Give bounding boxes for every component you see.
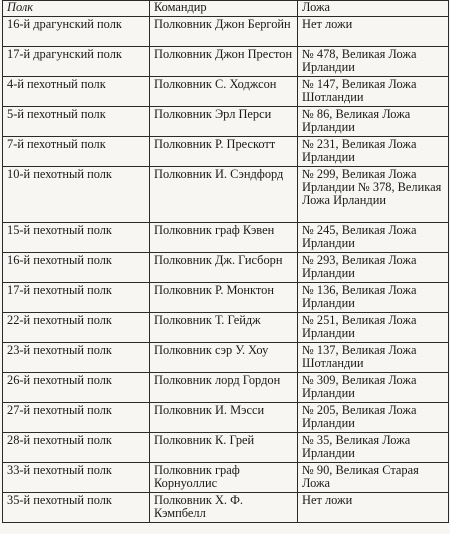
table-row [3,77,449,107]
cell-regiment: 27-й пехотный полк [3,403,150,433]
cell-regiment: 7-й пехотный полк [3,137,150,167]
table-row [3,167,449,223]
cell-regiment: 22-й пехотный полк [3,313,150,343]
cell-commander: Полковник сэр У. Хоу [150,343,298,373]
cell-regiment: 16-й драгунский полк [3,17,150,47]
table-row [3,313,449,343]
cell-commander: Полковник граф Кэвен [150,223,298,253]
cell-lodge: № 251, Великая Ложа Ирландии [298,313,449,343]
cell-regiment: 5-й пехотный полк [3,107,150,137]
cell-commander: Полковник И. Мэсси [150,403,298,433]
cell-lodge: Нет ложи [298,17,449,47]
cell-regiment: 16-й пехотный полк [3,253,150,283]
cell-commander: Полковник граф Корнуоллис [150,463,298,493]
header-row [3,1,449,17]
table-row [3,493,449,523]
cell-commander: Полковник С. Ходжсон [150,77,298,107]
table-row [3,433,449,463]
cell-lodge: № 231, Великая Ложа Ирландии [298,137,449,167]
header-commander: Командир [150,1,298,17]
cell-commander: Полковник Дж. Гисборн [150,253,298,283]
cell-commander: Полковник Эрл Перси [150,107,298,137]
cell-lodge: № 309, Великая Ложа Ирландии [298,373,449,403]
cell-regiment: 35-й пехотный полк [3,493,150,523]
cell-commander: Полковник Т. Гейдж [150,313,298,343]
table-row [3,223,449,253]
cell-commander: Полковник Х. Ф. Кэмпбелл [150,493,298,523]
cell-regiment: 10-й пехотный полк [3,167,150,223]
cell-regiment: 23-й пехотный полк [3,343,150,373]
cell-regiment: 26-й пехотный полк [3,373,150,403]
cell-commander: Полковник лорд Гордон [150,373,298,403]
table-body [3,17,449,523]
cell-lodge: № 293, Великая Ложа Ирландии [298,253,449,283]
header-lodge: Ложа [298,1,449,17]
cell-lodge: № 478, Великая Ложа Ирландии [298,47,449,77]
cell-regiment: 33-й пехотный полк [3,463,150,493]
table-row [3,107,449,137]
table-row [3,137,449,167]
cell-lodge: № 299, Великая Ложа Ирландии № 378, Великая Ложа Ирландии [298,167,449,223]
cell-commander: Полковник Р. Прескотт [150,137,298,167]
table-row [3,253,449,283]
cell-regiment: 15-й пехотный полк [3,223,150,253]
table-row [3,283,449,313]
table-row [3,463,449,493]
cell-lodge: № 86, Великая Ложа Ирландии [298,107,449,137]
cell-regiment: 17-й пехотный полк [3,283,150,313]
table-row [3,403,449,433]
table-row [3,47,449,77]
cell-commander: Полковник Джон Престон [150,47,298,77]
cell-regiment: 28-й пехотный полк [3,433,150,463]
table-row [3,17,449,47]
cell-lodge: № 90, Великая Старая Ложа [298,463,449,493]
regiments-table [2,0,449,523]
cell-lodge: № 147, Великая Ложа Шотландии [298,77,449,107]
cell-commander: Полковник И. Сэндфорд [150,167,298,223]
cell-regiment: 4-й пехотный полк [3,77,150,107]
cell-regiment: 17-й драгунский полк [3,47,150,77]
cell-lodge: № 245, Великая Ложа Ирландии [298,223,449,253]
table-row [3,343,449,373]
cell-commander: Полковник К. Грей [150,433,298,463]
cell-lodge: № 205, Великая Ложа Ирландии [298,403,449,433]
cell-commander: Полковник Р. Монктон [150,283,298,313]
cell-lodge: № 137, Великая Ложа Шотландии [298,343,449,373]
cell-lodge: № 136, Великая Ложа Ирландии [298,283,449,313]
table-row [3,373,449,403]
table-header [3,1,449,17]
cell-lodge: Нет ложи [298,493,449,523]
header-regiment: Полк [3,1,150,17]
cell-commander: Полковник Джон Бергойн [150,17,298,47]
cell-lodge: № 35, Великая Ложа Ирландии [298,433,449,463]
